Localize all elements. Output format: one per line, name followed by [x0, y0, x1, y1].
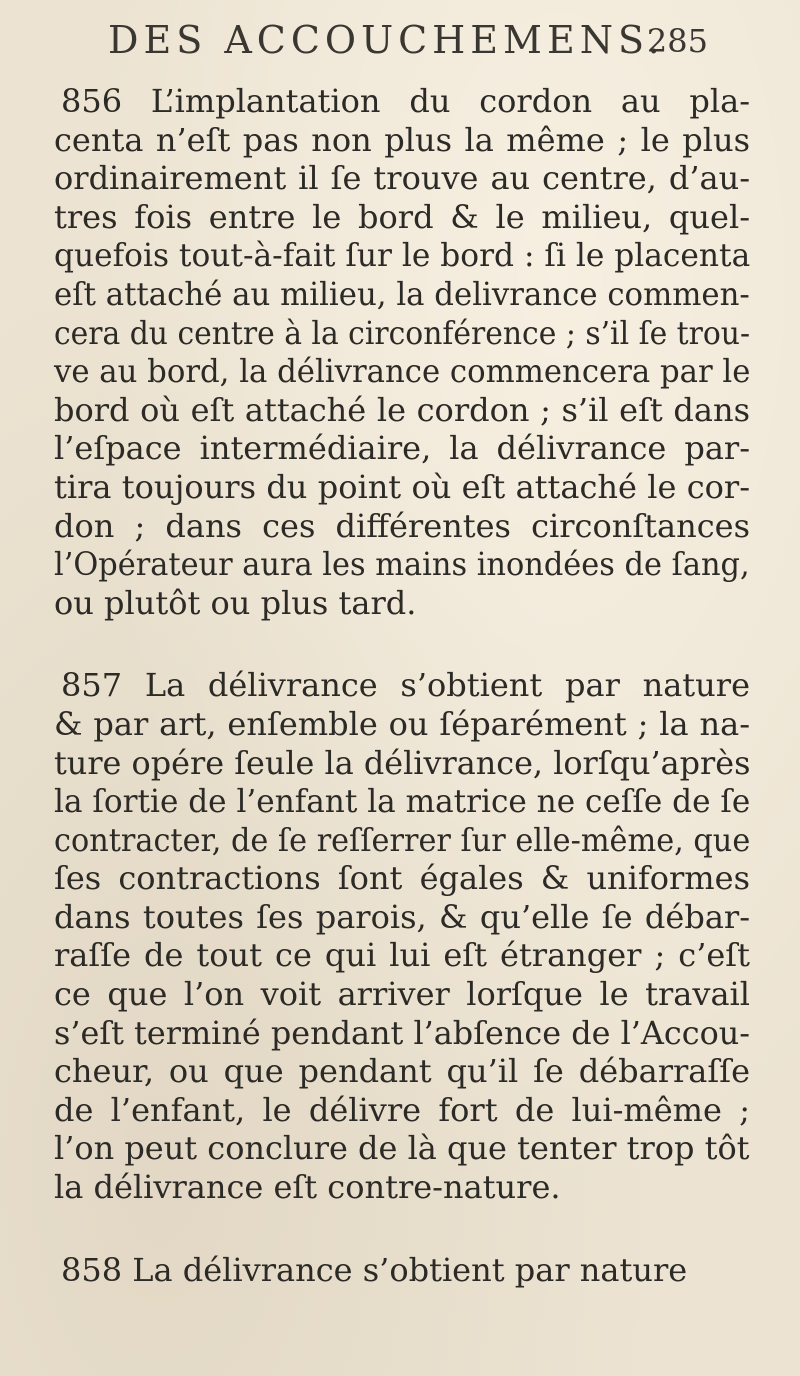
paragraph-857	[54, 666, 750, 1206]
text-line: l’eſpace intermédiaire, la délivrance par-	[54, 429, 750, 468]
text-line: raſſe de tout ce qui lui eſt étranger ; c’eſt	[54, 936, 750, 975]
text-line: ou plutôt ou plus tard.	[54, 583, 417, 622]
paragraph-856	[54, 82, 750, 622]
text-line: s’eſt terminé pendant l’abſence de l’Accou-	[54, 1013, 751, 1052]
text-line: tira toujours du point où eſt attaché le cor-	[54, 467, 750, 506]
text-line: 857 La délivrance s’obtient par nature	[61, 666, 750, 705]
text-line: ſes contractions ſont égales & uniformes	[54, 859, 750, 898]
text-line: l’on peut conclure de là que tenter trop tôt	[54, 1129, 750, 1168]
body-text	[54, 82, 750, 1289]
text-line: ordinairement il ſe trouve au centre, d’au-	[54, 159, 750, 198]
paragraph-858	[54, 1251, 750, 1290]
text-line: eſt attaché au milieu, la delivrance commen-	[54, 274, 750, 313]
text-line: de l’enfant, le délivre fort de lui-même ;	[54, 1090, 750, 1129]
text-line: tres fois entre le bord & le milieu, quel-	[54, 197, 750, 236]
text-line: ve au bord, la délivrance commencera par le	[54, 352, 751, 391]
text-line: 856 L’implantation du cordon au pla-	[61, 82, 750, 120]
text-line: ce que l’on voit arriver lorſque le travail	[54, 975, 750, 1014]
text-line: bord où eſt attaché le cordon ; s’il eſt dans	[54, 390, 750, 429]
text-line: quefois tout-à-fait ſur le bord : ſi le placenta	[54, 236, 751, 275]
text-line: centa n’eſt pas non plus la même ; le plus	[54, 120, 750, 159]
text-line: cera du centre à la circonférence ; s’il ſe trou-	[54, 313, 751, 352]
text-line: don ; dans ces différentes circonſtances	[54, 506, 750, 545]
text-line: ture opére ſeule la délivrance, lorſqu’après	[54, 743, 751, 782]
text-line: & par art, enſemble ou ſéparément ; la na-	[54, 704, 750, 743]
text-line: la ſortie de l’enfant la matrice ne ceſſe de ſe	[54, 782, 751, 821]
text-line: contracter, de ſe reſſerrer ſur elle-même, que	[54, 820, 751, 859]
text-line: dans toutes ſes parois, & qu’elle ſe débar-	[54, 897, 750, 936]
page-number: 285	[646, 22, 708, 60]
text-line: cheur, ou que pendant qu’il ſe débarraſſe	[54, 1052, 750, 1091]
text-line: la délivrance eſt contre-nature.	[54, 1168, 561, 1207]
text-line: 858 La délivrance s’obtient par nature	[61, 1250, 688, 1289]
page-header	[108, 14, 708, 70]
text-line: l’Opérateur aura les mains inondées de ſang,	[54, 545, 750, 584]
running-head: DES ACCOUCHEMENS.	[108, 18, 665, 62]
